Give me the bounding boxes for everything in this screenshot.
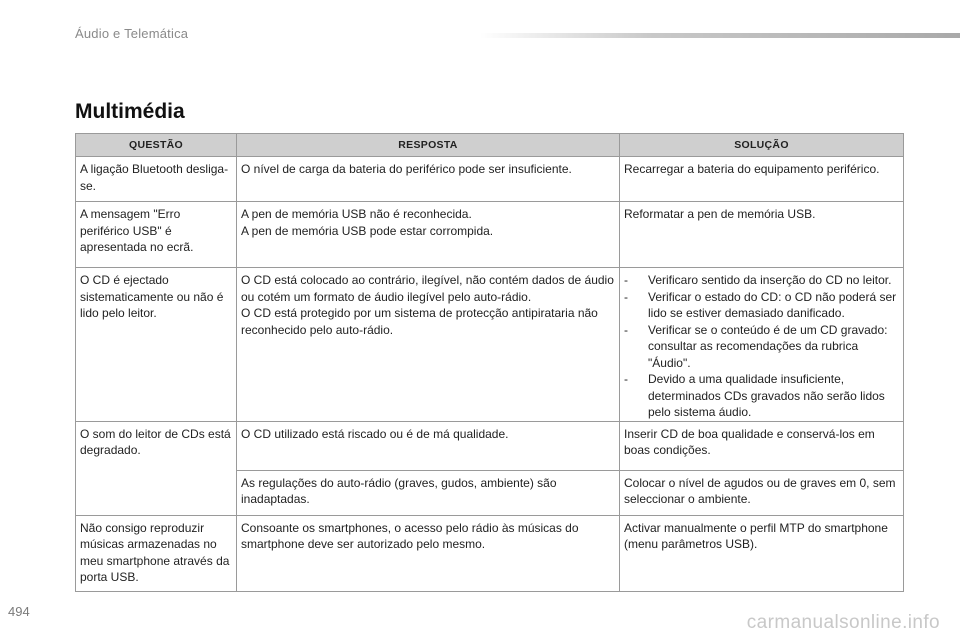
solution-line: Colocar o nível de agudos ou de graves em 0, sem seleccionar o ambiente.: [624, 475, 896, 506]
question-cell: O som do leitor de CDs está degradado.: [76, 421, 237, 515]
solution-cell: [620, 268, 904, 422]
section-title: Áudio e Telemática: [75, 26, 189, 41]
question-cell: O CD é ejectado sistematicamente ou não é lido pelo leitor.: [76, 268, 237, 422]
table-row: [76, 515, 904, 591]
answer-line: A pen de memória USB não é reconhecida.: [241, 207, 472, 221]
answer-cell: [237, 157, 620, 202]
answer-line: As regulações do auto-rádio (graves, gudos, ambiente) são inadaptadas.: [241, 475, 557, 506]
solution-step: - Verificar se o conteúdo é de um CD gravado: consultar as recomendações da rubrica "Áudio".: [624, 322, 899, 372]
table-row: [76, 202, 904, 268]
answer-cell: [237, 421, 620, 470]
column-header-question: QUESTÃO: [76, 134, 237, 157]
solution-line: Recarregar a bateria do equipamento periférico.: [624, 162, 880, 176]
solution-cell: [620, 202, 904, 268]
answer-line: O CD utilizado está riscado ou é de má qualidade.: [241, 426, 509, 441]
answer-line: O CD está colocado ao contrário, ilegível, não contém dados de áudio ou cotém um formato de áudio ilegível pelo auto-rádio.: [241, 273, 614, 304]
page-heading: Multimédia: [75, 100, 185, 123]
solution-step: - Devido a uma qualidade insuficiente, determinados CDs gravados não serão lidos pelo sistema áudio.: [624, 371, 899, 421]
solution-line: Reformatar a pen de memória USB.: [624, 207, 816, 221]
page-number: 494: [8, 604, 30, 619]
column-header-solution: SOLUÇÃO: [620, 134, 904, 157]
table-row: [76, 268, 904, 422]
column-header-answer: RESPOSTA: [237, 134, 620, 157]
answer-line: A pen de memória USB pode estar corrompida.: [241, 223, 494, 238]
troubleshooting-table: [75, 133, 904, 592]
solution-cell: [620, 470, 904, 515]
solution-line: Inserir CD de boa qualidade e conservá-los em boas condições.: [624, 426, 875, 457]
question-cell: A ligação Bluetooth desliga-se.: [76, 157, 237, 202]
question-cell: A mensagem "Erro periférico USB" é apresentada no ecrã.: [76, 202, 237, 268]
answer-cell: [237, 470, 620, 515]
solution-cell: [620, 515, 904, 591]
watermark: carmanualsonline.info: [746, 612, 940, 633]
solution-step: - Verificaro sentido da inserção do CD no leitor.: [624, 272, 899, 289]
answer-cell: [237, 268, 620, 422]
answer-line: O CD está protegido por um sistema de protecção antipirataria não reconhecido pelo auto-rádio.: [241, 306, 598, 337]
header-rule: [480, 33, 960, 38]
answer-line: O nível de carga da bateria do periférico pode ser insuficiente.: [241, 162, 572, 176]
answer-line: Consoante os smartphones, o acesso pelo rádio às músicas do smartphone deve ser autorizado pelo mesmo.: [241, 520, 579, 551]
solution-step: - Verificar o estado do CD: o CD não poderá ser lido se estiver demasiado danificado.: [624, 289, 899, 322]
question-cell: Não consigo reproduzir músicas armazenadas no meu smartphone através da porta USB.: [76, 515, 237, 591]
table-row: [76, 157, 904, 202]
solution-line: Activar manualmente o perfil MTP do smartphone (menu parâmetros USB).: [624, 520, 888, 551]
solution-cell: [620, 157, 904, 202]
answer-cell: [237, 202, 620, 268]
solution-steps-list: [624, 272, 899, 421]
table-row: [76, 421, 904, 470]
answer-cell: [237, 515, 620, 591]
solution-cell: [620, 421, 904, 470]
table-header-row: [76, 134, 904, 157]
